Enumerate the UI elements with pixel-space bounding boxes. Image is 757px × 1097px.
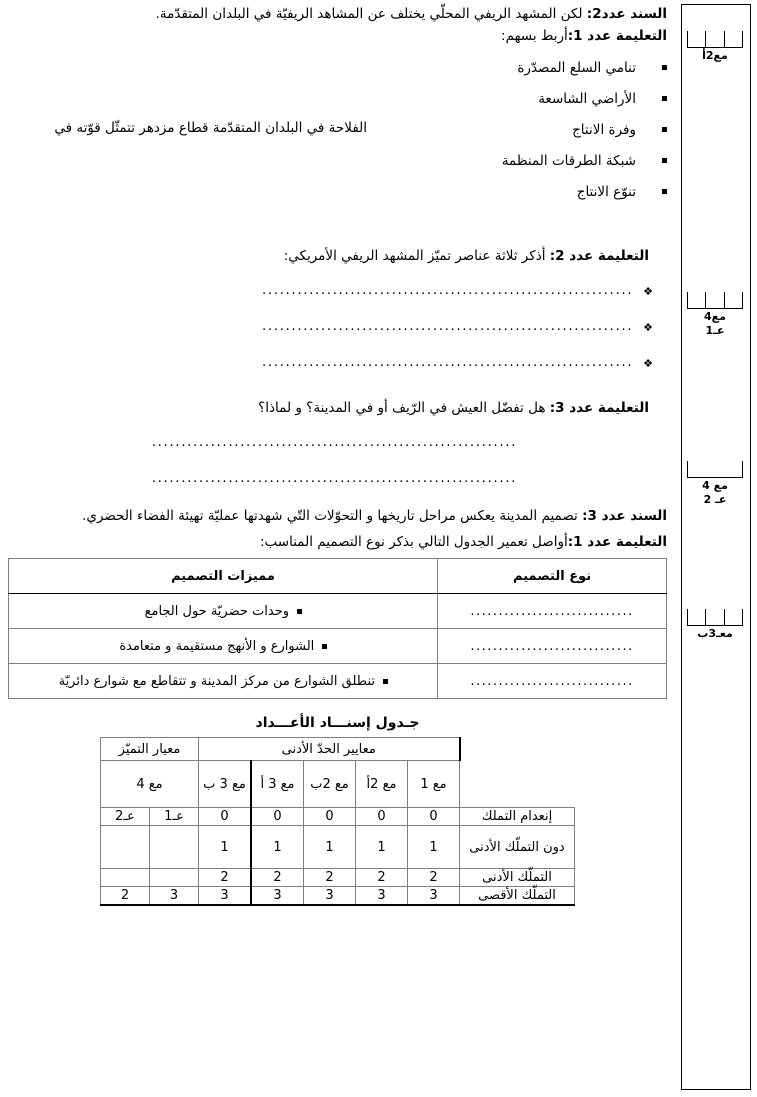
score-group-minimum: معايير الحدّ الأدنى <box>199 738 460 761</box>
score-criterion-header: مع 2ب <box>304 761 356 808</box>
square-bullet-icon <box>662 127 667 132</box>
source-3-label: السند عدد 3: <box>582 508 667 524</box>
rubric-label: معـ3ب <box>697 627 733 640</box>
matching-stem: الفلاحة في البلدان المتقدّمة قطاع مزدهر تتمثّل قوّته في <box>54 120 367 136</box>
design-type-input[interactable]: ............................. <box>438 594 667 629</box>
score-excellence-value <box>101 826 150 869</box>
table-row <box>9 629 667 664</box>
rubric-box-m4-c2 <box>684 461 746 506</box>
matching-option[interactable] <box>421 83 667 114</box>
margin-rubric-strip <box>681 4 751 1090</box>
score-value: 2 <box>251 869 304 887</box>
design-table <box>8 558 667 699</box>
header-design-features: مميزات التصميم <box>9 559 438 594</box>
design-feature-cell <box>9 664 438 699</box>
score-value: 1 <box>304 826 356 869</box>
score-value: 0 <box>304 808 356 826</box>
rubric-box-m3b <box>684 609 746 640</box>
rubric-sublabel: عـ1 <box>705 324 725 337</box>
rubric-sublabel: عـ 2 <box>703 493 727 506</box>
score-group-header-row <box>101 738 575 761</box>
instruction-2-label: التعليمة عدد 2: <box>549 248 649 264</box>
table-row <box>9 664 667 699</box>
instruction-3-paragraph <box>8 398 667 418</box>
score-row-label: دون التملّك الأدنى <box>460 826 575 869</box>
instruction-1-paragraph <box>8 26 667 46</box>
instruction-3-label: التعليمة عدد 3: <box>549 400 649 416</box>
answer-dots: ............................................................... <box>261 318 634 334</box>
score-value: 3 <box>304 887 356 906</box>
score-value: 3 <box>199 887 252 906</box>
square-bullet-icon <box>662 65 667 70</box>
rubric-grid[interactable] <box>687 461 743 478</box>
diamond-bullet-icon: ❖ <box>643 321 653 334</box>
answer-line[interactable]: .............................................................. <box>151 470 517 486</box>
answer-line[interactable] <box>8 282 667 298</box>
table-row <box>101 887 575 906</box>
answer-line[interactable] <box>8 318 667 334</box>
answer-dots: ............................................................... <box>261 282 634 298</box>
score-value: 3 <box>356 887 408 906</box>
score-value: 2 <box>199 869 252 887</box>
source-3-text: تصميم المدينة يعكس مراحل تاريخها و التحوّلات التّي شهدتها عمليّة تهيئة الفضاء الحضري. <box>82 508 578 524</box>
design-type-input[interactable]: ............................. <box>438 629 667 664</box>
table-row <box>101 826 575 869</box>
score-criterion-header-excellence: مع 4 <box>101 761 199 808</box>
score-value: 0 <box>408 808 460 826</box>
instruction-2-text: أذكر ثلاثة عناصر تميّز المشهد الريفي الأمريكي: <box>283 248 546 264</box>
score-excellence-value <box>101 869 150 887</box>
score-table <box>100 737 575 906</box>
matching-option[interactable] <box>421 52 667 83</box>
score-value: 2 <box>408 869 460 887</box>
rubric-box-m2a <box>684 31 746 62</box>
score-table-title: جـدول إسنـــاد الأعـــداد <box>255 715 420 731</box>
source-2-label: السند عدد2: <box>586 6 667 22</box>
square-bullet-icon <box>322 644 327 649</box>
source-2-paragraph <box>8 4 667 24</box>
score-excellence-value: 3 <box>150 887 199 906</box>
score-excellence-value <box>150 869 199 887</box>
instruction-4-text: أواصل تعمير الجدول التالي بذكر نوع التصميم المناسب: <box>260 534 568 550</box>
matching-option-label: وفرة الانتاج <box>572 121 636 138</box>
instruction-4-label: التعليمة عدد 1: <box>567 534 667 550</box>
score-value: 0 <box>251 808 304 826</box>
matching-option-label: تنامي السلع المصدّرة <box>517 59 636 76</box>
instruction-3-text: هل تفضّل العيش في الرّيف أو في المدينة؟ و لماذا؟ <box>258 400 546 416</box>
score-value: 2 <box>304 869 356 887</box>
answer-line[interactable]: .............................................................. <box>151 434 517 450</box>
diamond-bullet-icon: ❖ <box>643 357 653 370</box>
score-value: 3 <box>251 887 304 906</box>
source-3-paragraph <box>8 506 667 526</box>
table-header-row <box>9 559 667 594</box>
score-value: 0 <box>356 808 408 826</box>
answer-dots: ............................................................... <box>261 354 634 370</box>
design-feature-text: الشوارع و الأنهج مستقيمة و متعامدة <box>119 639 315 655</box>
rubric-label: مع4 <box>704 310 726 323</box>
square-bullet-icon <box>662 158 667 163</box>
table-row <box>101 869 575 887</box>
score-row-label: التملّك الأدنى <box>460 869 575 887</box>
instruction-2-paragraph <box>8 246 667 266</box>
instruction-1-text: أربط بسهم: <box>501 28 568 44</box>
matching-option-label: تنوّع الانتاج <box>576 183 636 200</box>
rubric-grid[interactable] <box>687 292 743 309</box>
header-design-type: نوع التصميم <box>438 559 667 594</box>
score-row-label: التملّك الأقصى <box>460 887 575 906</box>
score-corner-cell <box>460 738 575 761</box>
matching-option[interactable] <box>421 176 667 207</box>
matching-option-label: الأراضي الشاسعة <box>538 90 636 107</box>
score-criterion-header: مع 1 <box>408 761 460 808</box>
score-value: 1 <box>251 826 304 869</box>
score-criteria-header-row <box>101 761 575 808</box>
diamond-bullet-icon: ❖ <box>643 285 653 298</box>
score-value: 1 <box>408 826 460 869</box>
square-bullet-icon <box>297 609 302 614</box>
rubric-box-m4-c1 <box>684 292 746 337</box>
score-value: 0 <box>199 808 252 826</box>
design-type-input[interactable]: ............................. <box>438 664 667 699</box>
table-row <box>101 808 575 826</box>
score-table-wrapper <box>8 737 667 906</box>
score-excellence-value <box>150 826 199 869</box>
answer-line[interactable] <box>8 354 667 370</box>
score-excellence-subheader: عـ1 <box>150 808 199 826</box>
rubric-label: مع2أ <box>702 49 728 62</box>
design-feature-text: تنطلق الشوارع من مركز المدينة و تتقاطع مع شوارع دائريّة <box>58 674 375 690</box>
square-bullet-icon <box>662 96 667 101</box>
score-corner-cell <box>460 761 575 808</box>
score-value: 3 <box>408 887 460 906</box>
design-feature-cell <box>9 594 438 629</box>
score-row-label: إنعدام التملك <box>460 808 575 826</box>
score-criterion-header: مع 2أ <box>356 761 408 808</box>
matching-option-label: شبكة الطرقات المنظمة <box>501 152 636 169</box>
design-feature-cell <box>9 629 438 664</box>
score-value: 1 <box>199 826 252 869</box>
matching-exercise <box>8 52 667 220</box>
score-value: 2 <box>356 869 408 887</box>
rubric-label: مع 4 <box>702 479 728 492</box>
table-row <box>9 594 667 629</box>
design-feature-text: وحدات حضريّة حول الجامع <box>144 604 290 620</box>
rubric-grid[interactable] <box>687 31 743 48</box>
score-excellence-subheader: عـ2 <box>101 808 150 826</box>
score-criterion-header: مع 3 ب <box>199 761 252 808</box>
score-excellence-value: 2 <box>101 887 150 906</box>
source-2-text: لكن المشهد الريفي المحلّي يختلف عن المشاهد الريفيّة في البلدان المتقدّمة. <box>155 6 583 22</box>
score-group-excellence: معيار التميّز <box>101 738 199 761</box>
instruction-4-paragraph <box>8 532 667 552</box>
instruction-1-label: التعليمة عدد 1: <box>567 28 667 44</box>
square-bullet-icon <box>383 679 388 684</box>
matching-option[interactable] <box>421 145 667 176</box>
matching-options-list <box>421 52 667 207</box>
rubric-grid[interactable] <box>687 609 743 626</box>
matching-option[interactable] <box>421 114 667 145</box>
square-bullet-icon <box>662 189 667 194</box>
score-criterion-header: مع 3 أ <box>251 761 304 808</box>
score-value: 1 <box>356 826 408 869</box>
